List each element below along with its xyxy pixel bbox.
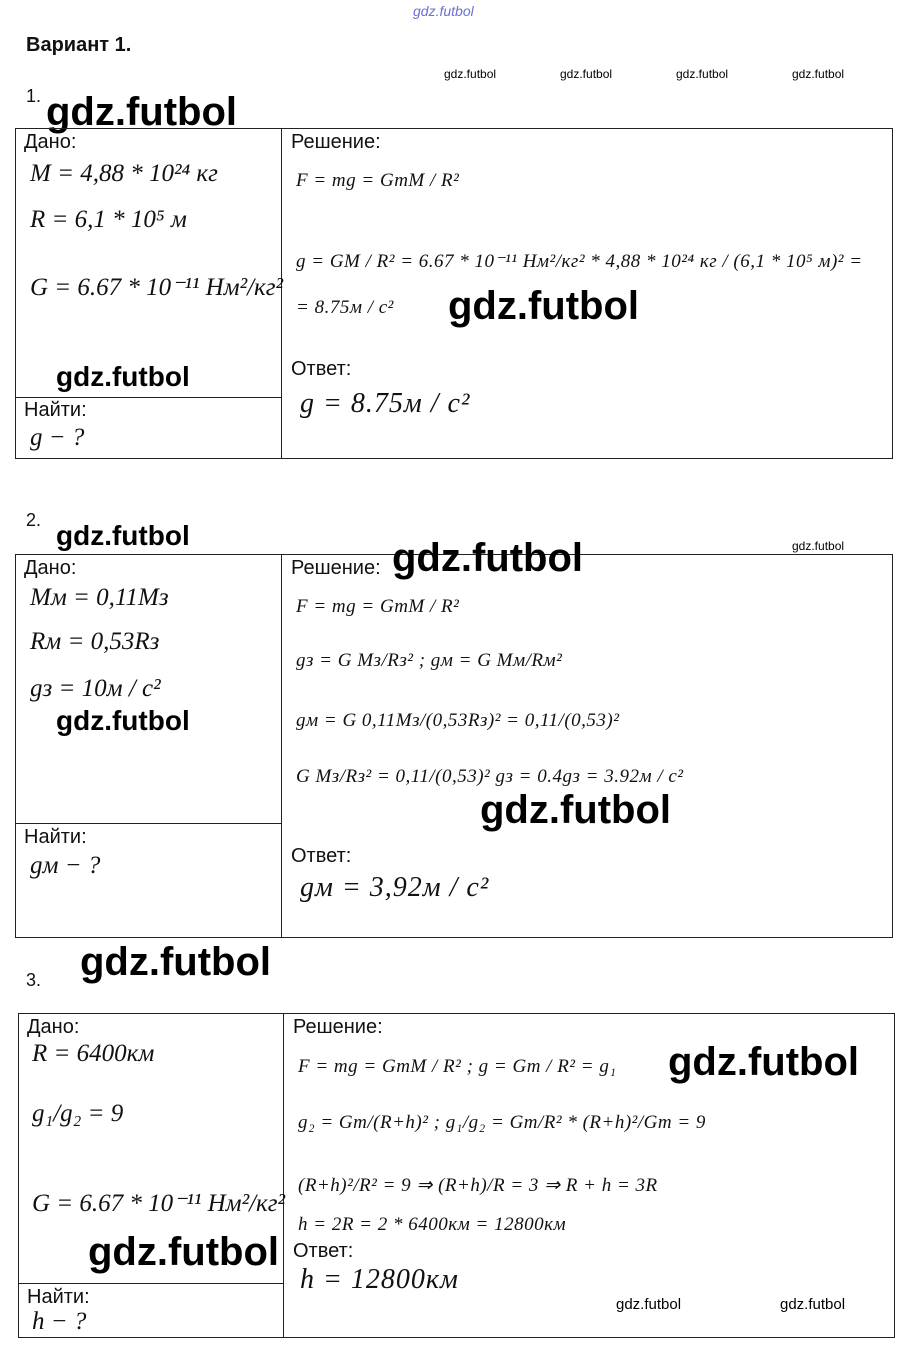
solution-line: (R+h)²/R² = 9 ⇒ (R+h)/R = 3 ⇒ R + h = 3R (298, 1175, 658, 1196)
given-mass-ratio: Mм = 0,11Mз (30, 584, 169, 611)
watermark-medium: gdz.futbol (56, 520, 190, 551)
given-radius: R = 6,1 * 10⁵ м (30, 206, 187, 233)
given-header: Дано: (24, 557, 77, 579)
watermark-medium: gdz.futbol (56, 361, 190, 392)
find-value: g − ? (30, 424, 85, 451)
watermark-big: gdz.futbol (392, 536, 584, 580)
answer-value: h = 12800км (300, 1264, 459, 1295)
given-header: Дано: (27, 1016, 80, 1038)
find-header: Найти: (24, 826, 87, 848)
watermark-big: gdz.futbol (448, 284, 640, 328)
watermark-small: gdz.futbol (792, 67, 845, 81)
solution-line: gз = G Mз/Rз² ; gм = G Mм/Rм² (296, 650, 563, 671)
watermark-big: gdz.futbol (668, 1040, 860, 1084)
solution-line: g = GM / R² = 6.67 * 10⁻¹¹ Нм²/кг² * 4,88 * 10²⁴ кг / (6,1 * 10⁵ м)² = (296, 251, 863, 272)
solution-line: = 8.75м / с² (296, 297, 394, 318)
watermark-small: gdz.futbol (616, 1296, 682, 1313)
given-gravity-ratio: g₁/g₂ = 9 (32, 1100, 124, 1127)
solution-header: Решение: (291, 131, 381, 153)
solution-line: g₂ = Gm/(R+h)² ; g₁/g₂ = Gm/R² * (R+h)²/Gm = 9 (298, 1112, 706, 1133)
watermark-small: gdz.futbol (560, 67, 613, 81)
solution-line: F = mg = GmM / R² ; g = Gm / R² = g₁ (298, 1056, 617, 1077)
watermark-small: gdz.futbol (780, 1296, 846, 1313)
given-gravitational-constant: G = 6.67 * 10⁻¹¹ Нм²/кг² (32, 1190, 286, 1217)
find-value: gм − ? (30, 852, 101, 879)
solution-header: Решение: (291, 557, 381, 579)
given-mass: M = 4,88 * 10²⁴ кг (30, 160, 218, 187)
find-value: h − ? (32, 1308, 87, 1335)
watermark-small: gdz.futbol (444, 67, 497, 81)
variant-title: Вариант 1. (26, 34, 132, 56)
given-radius: R = 6400км (32, 1040, 155, 1067)
problem-number: 1. (26, 86, 42, 106)
watermark-big: gdz.futbol (46, 90, 238, 134)
watermark-big: gdz.futbol (480, 788, 672, 832)
solution-line: G Mз/Rз² = 0,11/(0,53)² gз = 0.4gз = 3.92м / с² (296, 766, 684, 787)
watermark-big: gdz.futbol (80, 940, 272, 984)
find-header: Найти: (27, 1286, 90, 1308)
solution-line: F = mg = GmM / R² (296, 596, 460, 617)
answer-header: Ответ: (291, 845, 352, 867)
answer-header: Ответ: (291, 358, 352, 380)
problem-number: 3. (26, 970, 42, 990)
watermark-medium: gdz.futbol (56, 705, 190, 736)
answer-value: gм = 3,92м / с² (300, 872, 490, 903)
watermark-small: gdz.futbol (792, 539, 845, 553)
solution-line: F = mg = GmM / R² (296, 170, 460, 191)
given-gravitational-constant: G = 6.67 * 10⁻¹¹ Нм²/кг² (30, 274, 284, 301)
problem-number: 2. (26, 510, 42, 530)
watermark-big: gdz.futbol (88, 1230, 280, 1274)
solution-header: Решение: (293, 1016, 383, 1038)
given-earth-gravity: gз = 10м / с² (30, 675, 161, 702)
watermark-small: gdz.futbol (676, 67, 729, 81)
watermark-top: gdz.futbol (413, 3, 474, 19)
given-radius-ratio: Rм = 0,53Rз (30, 628, 160, 655)
solution-line: gм = G 0,11Mз/(0,53Rз)² = 0,11/(0,53)² (296, 710, 620, 731)
answer-header: Ответ: (293, 1240, 354, 1262)
answer-value: g = 8.75м / с² (300, 388, 471, 419)
find-header: Найти: (24, 399, 87, 421)
given-header: Дано: (24, 131, 77, 153)
solution-line: h = 2R = 2 * 6400км = 12800км (298, 1214, 567, 1235)
